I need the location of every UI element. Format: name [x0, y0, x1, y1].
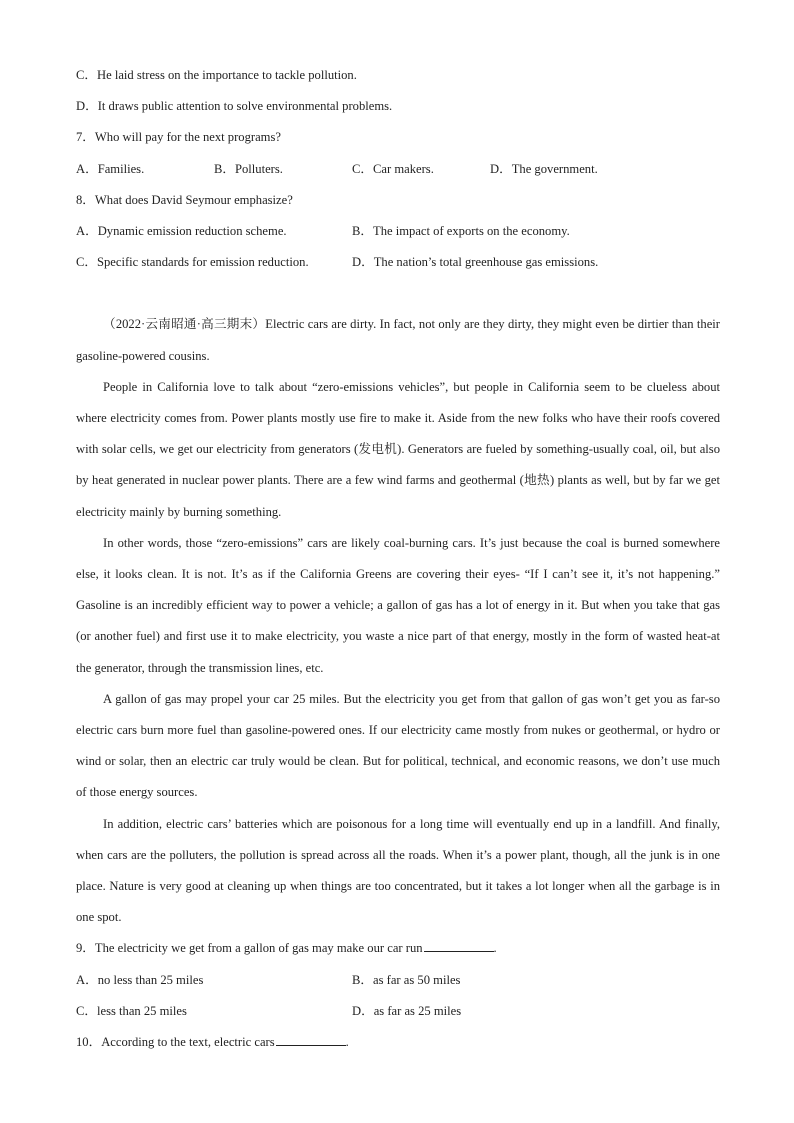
option-text: no less than 25 miles [97, 972, 204, 987]
option-text: as far as 50 miles [373, 972, 461, 987]
q7-option-a [76, 154, 214, 185]
q7-option-d [490, 154, 628, 185]
q9-option-a [76, 965, 352, 996]
q8-options-row-2 [76, 247, 720, 278]
answer-blank[interactable] [424, 937, 494, 952]
q9-options-row-2 [76, 996, 720, 1027]
q8-option-c [76, 247, 352, 278]
option-letter: A． [76, 161, 98, 176]
q8-option-d [352, 247, 598, 278]
question-text: 10．According to the text, electric cars [76, 1034, 275, 1049]
option-letter: D． [352, 1003, 374, 1018]
option-letter: B． [352, 223, 373, 238]
option-letter: D． [352, 255, 374, 270]
q8-option-a [76, 216, 352, 247]
section-gap [76, 278, 720, 309]
q7-options [76, 154, 720, 185]
option-text: The nation’s total greenhouse gas emissions. [373, 255, 599, 270]
option-letter: A． [76, 972, 98, 987]
option-text: It draws public attention to solve environmental problems. [97, 99, 393, 114]
q9-option-d [352, 996, 461, 1027]
question-text: 9．The electricity we get from a gallon of gas may make our car run [76, 941, 423, 956]
option-text: Families. [97, 161, 145, 176]
passage-paragraph-5: In addition, electric cars’ batteries which are poisonous for a long time will eventually end up in a landfill. And finally, when cars are the polluters, the pollution is spread across all the roads. When it’s a power plant, though, all the junk is in one place. Nature is very good at cleaning up when things are too concentrated, but it takes a lot longer when all the garbage is in one spot. [76, 816, 720, 925]
option-letter: C． [76, 255, 97, 270]
q8-option-b [352, 216, 570, 247]
option-text: He laid stress on the importance to tackle pollution. [97, 68, 357, 82]
option-text: less than 25 miles [97, 1003, 187, 1018]
option-letter: C． [76, 1003, 97, 1018]
option-letter: D． [76, 99, 98, 114]
passage-text: Electric cars are dirty. In fact, not only are they dirty, they might even be dirtier than their gasoline-powered cousins. [76, 317, 720, 363]
option-letter: A． [76, 223, 98, 238]
passage-paragraph-4: A gallon of gas may propel your car 25 miles. But the electricity you get from that gallon of gas won’t get you as far-so electric cars burn more fuel than gasoline-powered ones. If our electricity came mostly from nukes or geothermal, or hydro or wind or solar, then an electric car truly would be clean. But for political, technical, and economic reasons, we don’t use much of those energy sources. [76, 691, 720, 800]
passage-paragraph-1 [76, 309, 720, 371]
option-text: Dynamic emission reduction scheme. [97, 223, 287, 238]
q8-options-row-1 [76, 216, 720, 247]
q9-option-c [76, 996, 352, 1027]
option-letter: C． [76, 68, 97, 82]
q7-option-c [352, 154, 490, 185]
option-text: as far as 25 miles [373, 1003, 462, 1018]
q8-stem: 8．What does David Seymour emphasize? [76, 192, 293, 207]
passage-paragraph-2: People in California love to talk about “zero-emissions vehicles”, but people in California seem to be clueless about where electricity comes from. Power plants mostly use fire to make it. Aside from the new folks who have their roofs covered with solar cells, we get our electricity from generators (发电机). Generators are fueled by something-usually coal, oil, but also by heat generated in nuclear power plants. There are a few wind farms and geothermal (地热) plants as well, but by far we get electricity mainly by burning something. [76, 379, 720, 519]
question-end: . [345, 1034, 349, 1049]
q9-option-b [352, 965, 460, 996]
q6-option-c [76, 60, 720, 91]
q7-option-b [214, 154, 352, 185]
q7-stem: 7．Who will pay for the next programs? [76, 130, 281, 145]
answer-blank[interactable] [276, 1031, 346, 1046]
q10-stem [76, 1027, 720, 1058]
passage-source: （2022·云南昭通·高三期末） [103, 317, 266, 332]
option-text: The government. [511, 161, 598, 176]
option-letter: B． [352, 972, 373, 987]
q9-stem [76, 933, 720, 964]
option-text: Car makers. [373, 161, 434, 176]
option-letter: D． [490, 161, 512, 176]
option-text: Specific standards for emission reduction. [97, 255, 309, 270]
question-end: . [493, 941, 497, 956]
option-text: The impact of exports on the economy. [373, 223, 570, 238]
q6-option-d [76, 91, 720, 122]
passage-paragraph-3: In other words, those “zero-emissions” cars are likely coal-burning cars. It’s just because the coal is burned somewhere else, it looks clean. It is not. It’s as if the California Greens are covering their eyes- “If I can’t see it, it’s not happening.” Gasoline is an incredibly efficient way to power a vehicle; a gallon of gas has a lot of energy in it. But when you take that gas (or another fuel) and first use it to make electricity, you waste a nice part of that energy, mostly in the form of wasted heat-at the generator, through the transmission lines, etc. [76, 535, 720, 675]
option-letter: C． [352, 161, 373, 176]
exam-page [76, 60, 720, 1058]
option-letter: B． [214, 161, 235, 176]
q9-options-row-1 [76, 965, 720, 996]
option-text: Polluters. [235, 161, 283, 176]
